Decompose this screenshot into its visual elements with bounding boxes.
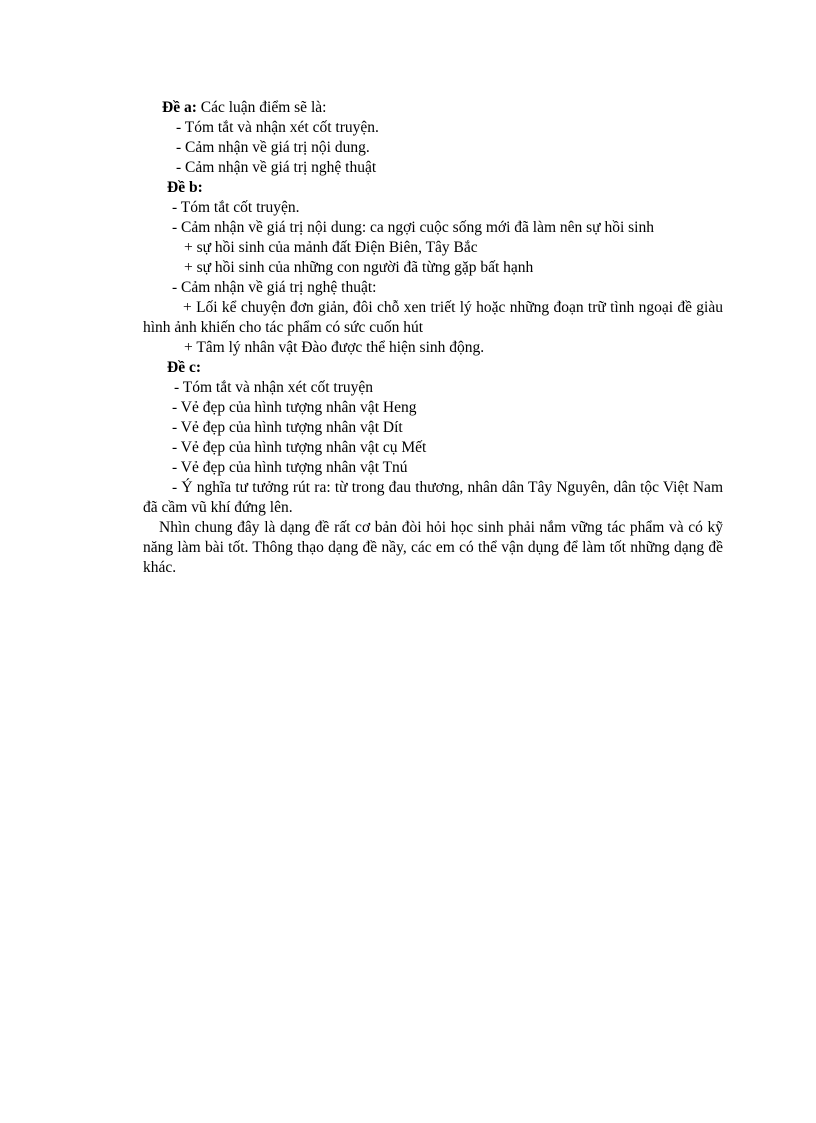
- conclusion-paragraph: Nhìn chung đây là dạng đề rất cơ bản đòi hỏi học sinh phải nắm vững tác phẩm và có kỹ năng làm bài tốt. Thông thạo dạng đề nầy, các em có thể vận dụng để làm tốt những dạng đề khác.: [143, 519, 723, 576]
- de-a-point: - Cảm nhận về giá trị nghệ thuật: [176, 159, 377, 176]
- de-b-subpoint-paragraph: + Lối kể chuyện đơn giản, đôi chỗ xen triết lý hoặc những đoạn trữ tình ngoại đề giàu hình ảnh khiến cho tác phẩm có sức cuốn hút: [143, 299, 723, 336]
- de-c-meaning-paragraph: - Ý nghĩa tư tưởng rút ra: từ trong đau thương, nhân dân Tây Nguyên, dân tộc Việt Nam đã cầm vũ khí đứng lên.: [143, 479, 723, 516]
- de-a-label: Đề a:: [162, 99, 197, 116]
- de-b-subpoint: + Tâm lý nhân vật Đào được thể hiện sinh động.: [184, 339, 485, 356]
- de-a-point: - Cảm nhận về giá trị nội dung.: [176, 139, 370, 156]
- de-b-label: Đề b:: [167, 179, 203, 196]
- de-c-point: - Vẻ đẹp của hình tượng nhân vật Dít: [172, 419, 403, 436]
- de-b-point: - Cảm nhận về giá trị nghệ thuật:: [172, 279, 377, 296]
- de-c-point: - Vẻ đẹp của hình tượng nhân vật cụ Mết: [172, 439, 427, 456]
- de-b-subpoint: + sự hồi sinh của mảnh đất Điện Biên, Tây Bắc: [184, 239, 478, 256]
- de-c-label: Đề c:: [167, 359, 201, 376]
- de-b-subpoint: + sự hồi sinh của những con người đã từng gặp bất hạnh: [184, 259, 534, 276]
- de-a-intro: Các luận điểm sẽ là:: [196, 99, 327, 116]
- de-a-line: [162, 98, 326, 118]
- de-b-point: - Tóm tắt cốt truyện.: [172, 199, 300, 216]
- de-c-point: - Vẻ đẹp của hình tượng nhân vật Tnú: [172, 459, 408, 476]
- de-a-point: - Tóm tắt và nhận xét cốt truyện.: [176, 119, 379, 136]
- de-c-point: - Tóm tắt và nhận xét cốt truyện: [174, 379, 374, 396]
- de-c-point: - Vẻ đẹp của hình tượng nhân vật Heng: [172, 399, 417, 416]
- de-b-point: - Cảm nhận về giá trị nội dung: ca ngợi cuộc sống mới đã làm nên sự hồi sinh: [172, 219, 654, 236]
